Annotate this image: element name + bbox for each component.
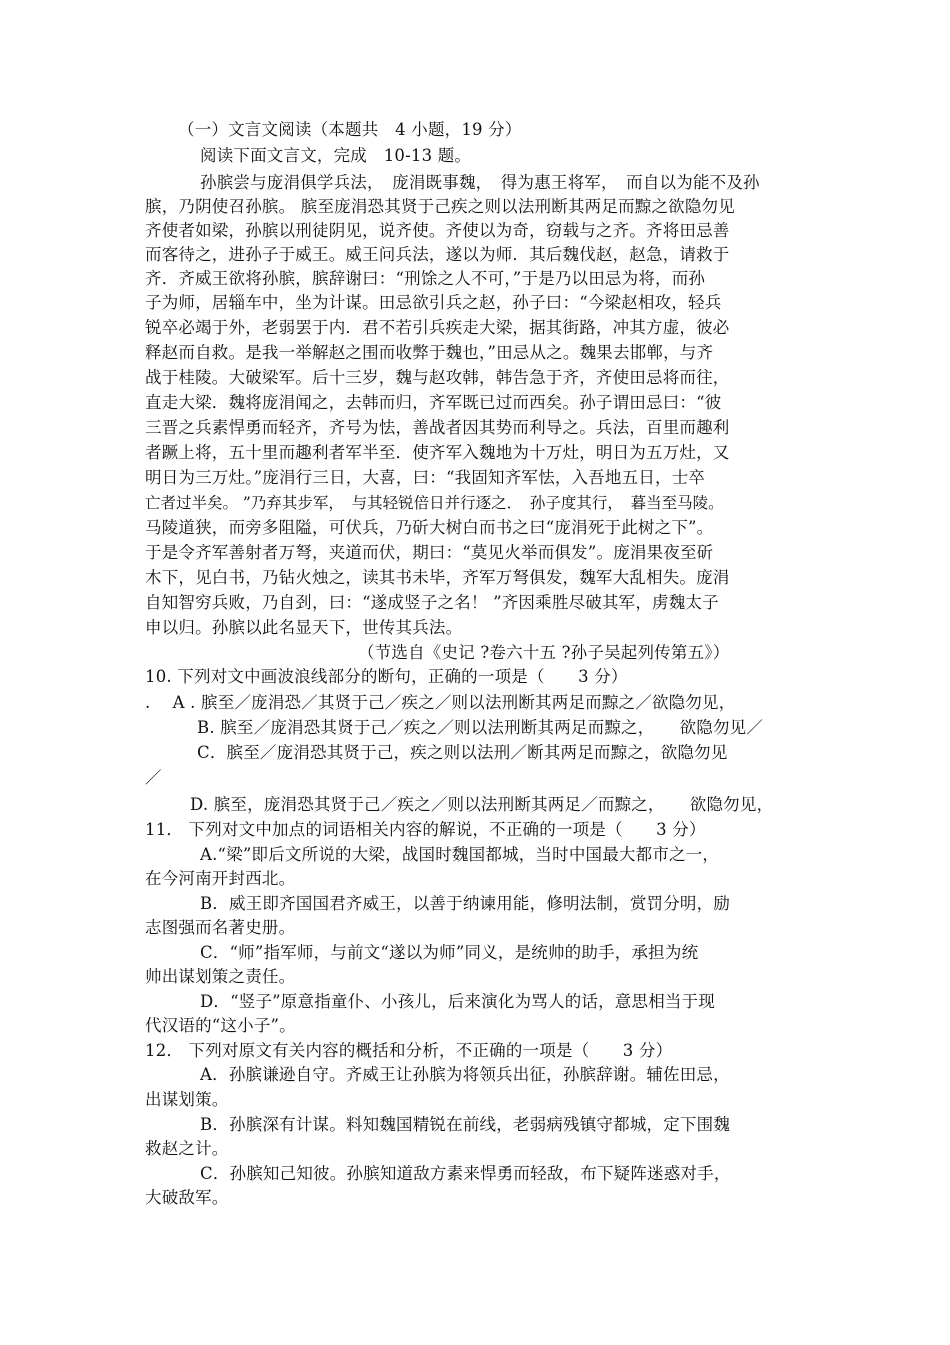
question-11-option-d: D．“竖子”原意指童仆、小孩儿，后来演化为骂人的话，意思相当于现 (200, 992, 715, 1011)
passage-line: 战于桂陵。大破梁军。后十三岁，魏与赵攻韩，韩告急于齐，齐使田忌将而往， (145, 368, 730, 387)
question-12-option-b: B．孙膑深有计谋。料知魏国精锐在前线，老弱病残镇守都城，定下围魏 (200, 1115, 731, 1134)
passage-line: 齐使者如梁，孙膑以刑徒阴见，说齐使。齐使以为奇，窃载与之齐。齐将田忌善 (145, 221, 730, 240)
passage-line: 申以归。孙膑以此名显天下，世传其兵法。 (145, 618, 463, 637)
passage-line: 锐卒必竭于外，老弱罢于内．君不若引兵疾走大梁，据其街路，冲其方虚，彼必 (145, 318, 730, 337)
passage-line: 亡者过半矣。 ”乃弃其步军， 与其轻锐倍日并行逐之． 孙子度其行， 暮当至马陵。 (145, 494, 724, 512)
passage-line: 释赵而自救。是我一举解赵之围而收弊于魏也，”田忌从之。魏果去邯郸，与齐 (145, 343, 714, 362)
section-heading: （一）文言文阅读（本题共 4 小题，19 分） (178, 120, 522, 139)
section-instruction: 阅读下面文言文，完成 10-13 题。 (200, 146, 472, 165)
question-11-option-b-continued: 志图强而名著史册。 (145, 918, 296, 937)
question-12-option-b-continued: 救赵之计。 (145, 1139, 229, 1158)
passage-line: 木下，见白书，乃钻火烛之，读其书未毕，齐军万弩俱发，魏军大乱相失。庞涓 (145, 568, 730, 587)
question-10-stem: 10. 下列对文中画波浪线部分的断句，正确的一项是（ 3 分） (145, 667, 628, 686)
passage-line: 齐．齐威王欲将孙膑，膑辞谢曰：“刑馀之人不可，”于是乃以田忌为将，而孙 (145, 269, 706, 288)
question-11-option-c-continued: 帅出谋划策之责任。 (145, 967, 296, 986)
question-10-option-c: C．膑至／庞涓恐其贤于己，疾之则以法刑／断其两足而黥之，欲隐勿见 (197, 743, 728, 762)
passage-line: 者蹶上将，五十里而趣利者军半至．使齐军入魏地为十万灶，明日为五万灶，又 (145, 443, 730, 462)
question-12-option-c-continued: 大破敌军。 (145, 1188, 229, 1207)
question-11-option-a-continued: 在今河南开封西北。 (145, 869, 296, 888)
passage-line: 明日为三万灶。”庞涓行三日，大喜，曰：“我固知齐军怯，入吾地五日，士卒 (145, 468, 706, 487)
passage-line: 孙膑尝与庞涓俱学兵法， 庞涓既事魏， 得为惠王将军， 而自以为能不及孙 (200, 173, 760, 192)
question-11-stem: 11． 下列对文中加点的词语相关内容的解说，不正确的一项是（ 3 分） (145, 820, 706, 839)
passage-line: 马陵道狭，而旁多阻隘，可伏兵，乃斫大树白而书之曰“庞涓死于此树之下”。 (145, 518, 714, 537)
question-11-option-c: C．“师”指军师，与前文“遂以为师”同义，是统帅的助手，承担为统 (200, 943, 699, 962)
question-10-option-b: B. 膑至／庞涓恐其贤于己／疾之／则以法刑断其两足而黥之， 欲隐勿见／ (197, 718, 764, 737)
passage-line: 自知智穷兵败，乃自刭，曰：“遂成竖子之名！ ”齐因乘胜尽破其军，虏魏太子 (145, 593, 719, 612)
question-10-option-d: D. 膑至，庞涓恐其贤于己／疾之／则以法刑断其两足／而黥之， 欲隐勿见， (190, 795, 774, 814)
question-12-option-a-continued: 出谋划策。 (145, 1090, 229, 1109)
passage-line: 而客待之，进孙子于威王。威王问兵法，遂以为师．其后魏伐赵，赵急，请救于 (145, 245, 730, 264)
passage-line: 于是令齐军善射者万弩，夹道而伏，期曰：“莫见火举而俱发”。庞涓果夜至斫 (145, 543, 714, 562)
question-12-option-c: C．孙膑知己知彼。孙膑知道敌方素来悍勇而轻敌，布下疑阵迷惑对手， (200, 1164, 731, 1183)
passage-line: 三晋之兵素悍勇而轻齐，齐号为怯，善战者因其势而利导之。兵法，百里而趣利 (145, 418, 730, 437)
question-11-option-d-continued: 代汉语的“这小子”。 (145, 1016, 296, 1035)
question-10-option-a: . A . 膑至／庞涓恐／其贤于己／疾之／则以法刑断其两足而黥之／欲隐勿见， (145, 693, 736, 712)
question-11-option-a: A.“梁”即后文所说的大梁，战国时魏国都城，当时中国最大都市之一， (200, 845, 720, 864)
passage-line: 子为师，居辎车中，坐为计谋。田忌欲引兵之赵，孙子曰：“今梁赵相攻，轻兵 (145, 293, 722, 312)
question-10-option-c-continued: ／ (145, 768, 162, 787)
passage-source: （节选自《史记 ?卷六十五 ?孙子吴起列传第五》） (358, 643, 730, 662)
passage-line: 膑，乃阴使召孙膑。 膑至庞涓恐其贤于己疾之则以法刑断其两足而黥之欲隐勿见 (145, 197, 735, 216)
passage-line: 直走大梁．魏将庞涓闻之，去韩而归，齐军既已过而西矣。孙子谓田忌曰：“彼 (145, 393, 722, 412)
question-12-stem: 12． 下列对原文有关内容的概括和分析，不正确的一项是（ 3 分） (145, 1041, 673, 1060)
question-12-option-a: A．孙膑谦逊自守。齐威王让孙膑为将领兵出征，孙膑辞谢。辅佐田忌， (200, 1065, 730, 1084)
question-11-option-b: B．威王即齐国国君齐威王，以善于纳谏用能，修明法制，赏罚分明，励 (200, 894, 731, 913)
